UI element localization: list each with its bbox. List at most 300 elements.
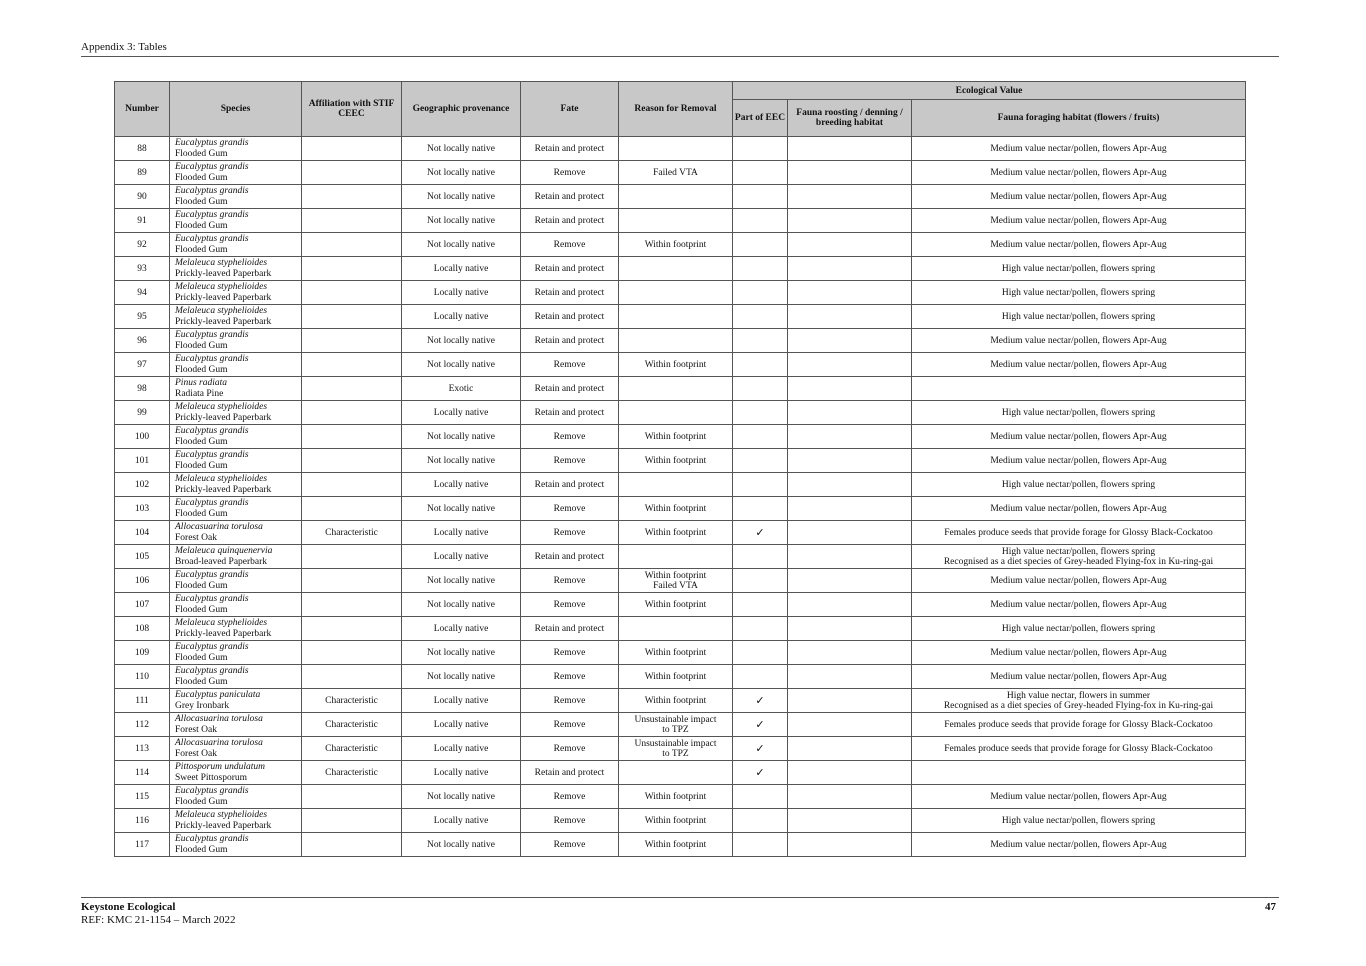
cell-fate: Retain and protect [521,305,619,329]
cell-provenance: Locally native [402,305,521,329]
table-row [115,497,1246,521]
table-row [115,761,1246,785]
cell-number: 99 [115,401,170,425]
page-header [81,41,1279,57]
cell-fauna-foraging: High value nectar, flowers in summer Recognised as a diet species of Grey-headed Flying-fox in Ku-ring-gai [912,689,1246,713]
cell-part-of-eec [733,497,788,521]
cell-fauna-foraging: Medium value nectar/pollen, flowers Apr-Aug [912,593,1246,617]
cell-species [170,329,302,353]
cell-species [170,737,302,761]
cell-part-of-eec [733,569,788,593]
cell-fauna-roosting [788,281,912,305]
cell-affiliation [302,785,402,809]
cell-fate: Remove [521,521,619,545]
table-row [115,545,1246,569]
cell-part-of-eec [733,665,788,689]
cell-number: 102 [115,473,170,497]
cell-species [170,161,302,185]
cell-fauna-roosting [788,305,912,329]
cell-affiliation [302,569,402,593]
table-row [115,665,1246,689]
col-header-fate: Fate [521,82,619,137]
cell-affiliation [302,185,402,209]
cell-species [170,281,302,305]
cell-reason [619,137,733,161]
cell-part-of-eec: ✓ [733,689,788,713]
cell-part-of-eec [733,305,788,329]
cell-number: 90 [115,185,170,209]
cell-number: 97 [115,353,170,377]
cell-fauna-foraging: Medium value nectar/pollen, flowers Apr-Aug [912,353,1246,377]
cell-fauna-roosting [788,713,912,737]
species-common-name: Flooded Gum [175,196,228,207]
cell-provenance: Not locally native [402,665,521,689]
table-row [115,305,1246,329]
cell-fauna-foraging: High value nectar/pollen, flowers spring [912,809,1246,833]
cell-fauna-roosting [788,569,912,593]
cell-fate: Remove [521,665,619,689]
cell-species [170,305,302,329]
cell-affiliation [302,281,402,305]
cell-affiliation [302,473,402,497]
cell-affiliation [302,809,402,833]
cell-fauna-roosting [788,401,912,425]
cell-fauna-roosting [788,473,912,497]
cell-species [170,569,302,593]
species-scientific-name: Eucalyptus grandis [175,497,249,508]
species-scientific-name: Melaleuca styphelioides [175,617,268,628]
cell-affiliation [302,641,402,665]
cell-fate: Remove [521,737,619,761]
cell-fate: Remove [521,713,619,737]
cell-affiliation [302,377,402,401]
cell-species [170,473,302,497]
species-scientific-name: Eucalyptus grandis [175,425,249,436]
cell-affiliation [302,425,402,449]
cell-part-of-eec [733,353,788,377]
cell-species [170,497,302,521]
cell-fauna-roosting [788,521,912,545]
species-scientific-name: Eucalyptus grandis [175,593,249,604]
cell-number: 92 [115,233,170,257]
cell-provenance: Not locally native [402,137,521,161]
cell-affiliation [302,257,402,281]
cell-provenance: Not locally native [402,353,521,377]
cell-part-of-eec: ✓ [733,521,788,545]
cell-affiliation: Characteristic [302,761,402,785]
table-row [115,257,1246,281]
cell-part-of-eec: ✓ [733,761,788,785]
cell-fauna-roosting [788,209,912,233]
table-row [115,785,1246,809]
species-common-name: Forest Oak [175,748,217,759]
species-scientific-name: Pittosporum undulatum [175,761,265,772]
table-row [115,713,1246,737]
species-common-name: Flooded Gum [175,220,228,231]
species-scientific-name: Allocasuarina torulosa [175,713,263,724]
cell-fauna-foraging: Medium value nectar/pollen, flowers Apr-Aug [912,329,1246,353]
cell-fate: Remove [521,641,619,665]
col-header-fauna-roosting: Fauna roosting / denning / breeding habitat [788,100,912,137]
cell-fauna-foraging: Medium value nectar/pollen, flowers Apr-Aug [912,833,1246,857]
col-header-provenance: Geographic provenance [402,82,521,137]
cell-affiliation [302,329,402,353]
species-scientific-name: Eucalyptus grandis [175,665,249,676]
cell-number: 89 [115,161,170,185]
table-row [115,569,1246,593]
cell-fate: Retain and protect [521,761,619,785]
cell-fauna-roosting [788,617,912,641]
cell-affiliation [302,401,402,425]
cell-species [170,665,302,689]
group-header-ecological-value: Ecological Value [733,82,1246,100]
species-common-name: Flooded Gum [175,508,228,519]
cell-part-of-eec: ✓ [733,737,788,761]
cell-fate: Retain and protect [521,137,619,161]
cell-species [170,137,302,161]
cell-provenance: Not locally native [402,833,521,857]
cell-provenance: Locally native [402,473,521,497]
species-common-name: Prickly-leaved Paperbark [175,412,272,423]
cell-number: 112 [115,713,170,737]
cell-part-of-eec [733,137,788,161]
cell-reason: Within footprint [619,641,733,665]
cell-reason: Within footprint [619,521,733,545]
cell-species [170,641,302,665]
table-body [115,137,1246,857]
cell-fauna-roosting [788,425,912,449]
cell-number: 107 [115,593,170,617]
species-scientific-name: Eucalyptus grandis [175,641,249,652]
cell-provenance: Not locally native [402,185,521,209]
species-scientific-name: Melaleuca styphelioides [175,401,268,412]
species-common-name: Radiata Pine [175,388,224,399]
cell-fauna-foraging: Medium value nectar/pollen, flowers Apr-Aug [912,449,1246,473]
species-common-name: Prickly-leaved Paperbark [175,484,272,495]
cell-provenance: Not locally native [402,641,521,665]
cell-species [170,617,302,641]
species-common-name: Flooded Gum [175,604,228,615]
cell-reason: Within footprint [619,689,733,713]
cell-number: 115 [115,785,170,809]
species-common-name: Flooded Gum [175,652,228,663]
cell-reason: Unsustainable impact to TPZ [619,713,733,737]
cell-number: 113 [115,737,170,761]
cell-fate: Retain and protect [521,281,619,305]
species-scientific-name: Melaleuca styphelioides [175,281,268,292]
species-common-name: Flooded Gum [175,796,228,807]
cell-affiliation [302,161,402,185]
cell-fate: Remove [521,833,619,857]
cell-number: 117 [115,833,170,857]
cell-number: 96 [115,329,170,353]
table-row [115,521,1246,545]
species-common-name: Broad-leaved Paperbark [175,556,268,567]
cell-number: 88 [115,137,170,161]
cell-reason: Within footprint [619,593,733,617]
cell-provenance: Locally native [402,689,521,713]
cell-fauna-roosting [788,689,912,713]
species-common-name: Flooded Gum [175,460,228,471]
cell-number: 104 [115,521,170,545]
cell-fauna-foraging: Females produce seeds that provide forage for Glossy Black-Cockatoo [912,713,1246,737]
cell-part-of-eec [733,161,788,185]
species-scientific-name: Eucalyptus grandis [175,329,249,340]
cell-fauna-foraging: Medium value nectar/pollen, flowers Apr-Aug [912,161,1246,185]
species-scientific-name: Eucalyptus grandis [175,833,249,844]
cell-part-of-eec: ✓ [733,713,788,737]
cell-fate: Remove [521,593,619,617]
cell-provenance: Not locally native [402,233,521,257]
cell-reason: Within footprint [619,425,733,449]
cell-fauna-roosting [788,137,912,161]
cell-number: 100 [115,425,170,449]
cell-fate: Remove [521,233,619,257]
species-common-name: Flooded Gum [175,172,228,183]
cell-reason [619,377,733,401]
cell-reason [619,545,733,569]
table-row [115,641,1246,665]
cell-number: 106 [115,569,170,593]
cell-affiliation [302,665,402,689]
cell-part-of-eec [733,809,788,833]
species-common-name: Grey Ironbark [175,700,230,711]
cell-provenance: Locally native [402,737,521,761]
table-row [115,617,1246,641]
cell-number: 111 [115,689,170,713]
species-scientific-name: Eucalyptus grandis [175,785,249,796]
cell-number: 103 [115,497,170,521]
page-header-text: Appendix 3: Tables [81,41,167,53]
cell-reason [619,473,733,497]
cell-reason [619,257,733,281]
cell-fauna-foraging: High value nectar/pollen, flowers spring [912,617,1246,641]
species-common-name: Flooded Gum [175,676,228,687]
cell-fauna-roosting [788,809,912,833]
cell-reason: Within footprint [619,809,733,833]
cell-fate: Remove [521,809,619,833]
cell-reason: Within footprint [619,353,733,377]
species-scientific-name: Allocasuarina torulosa [175,737,263,748]
cell-provenance: Not locally native [402,425,521,449]
cell-species [170,689,302,713]
cell-fauna-foraging: Medium value nectar/pollen, flowers Apr-Aug [912,425,1246,449]
species-scientific-name: Eucalyptus grandis [175,353,249,364]
cell-fate: Retain and protect [521,545,619,569]
cell-fate: Retain and protect [521,401,619,425]
cell-species [170,425,302,449]
cell-fauna-roosting [788,185,912,209]
cell-reason: Within footprint Failed VTA [619,569,733,593]
cell-number: 93 [115,257,170,281]
cell-provenance: Exotic [402,377,521,401]
cell-provenance: Locally native [402,761,521,785]
cell-fate: Remove [521,425,619,449]
cell-fauna-roosting [788,161,912,185]
cell-species [170,449,302,473]
cell-fauna-foraging: High value nectar/pollen, flowers spring [912,257,1246,281]
cell-provenance: Locally native [402,521,521,545]
cell-species [170,593,302,617]
table-row [115,161,1246,185]
cell-species [170,809,302,833]
col-header-affiliation: Affiliation with STIF CEEC [302,82,402,137]
cell-fauna-foraging: Medium value nectar/pollen, flowers Apr-Aug [912,233,1246,257]
cell-number: 95 [115,305,170,329]
cell-species [170,233,302,257]
cell-fauna-roosting [788,761,912,785]
tree-assessment-table [114,81,1246,857]
cell-reason [619,209,733,233]
cell-provenance: Not locally native [402,449,521,473]
species-scientific-name: Melaleuca styphelioides [175,257,268,268]
table-row [115,185,1246,209]
cell-fauna-roosting [788,785,912,809]
cell-reason: Within footprint [619,497,733,521]
species-common-name: Flooded Gum [175,244,228,255]
cell-number: 109 [115,641,170,665]
cell-fauna-roosting [788,449,912,473]
table-row [115,833,1246,857]
table-row [115,593,1246,617]
cell-part-of-eec [733,785,788,809]
cell-fauna-foraging: Medium value nectar/pollen, flowers Apr-Aug [912,137,1246,161]
species-common-name: Forest Oak [175,532,217,543]
cell-number: 94 [115,281,170,305]
cell-part-of-eec [733,617,788,641]
cell-fate: Retain and protect [521,257,619,281]
cell-part-of-eec [733,473,788,497]
cell-fauna-foraging [912,761,1246,785]
page-footer [81,897,1279,927]
cell-reason [619,281,733,305]
cell-affiliation [302,497,402,521]
cell-affiliation [302,545,402,569]
cell-fauna-foraging: Medium value nectar/pollen, flowers Apr-Aug [912,641,1246,665]
cell-fauna-roosting [788,833,912,857]
species-common-name: Prickly-leaved Paperbark [175,820,272,831]
cell-fate: Retain and protect [521,617,619,641]
cell-part-of-eec [733,329,788,353]
cell-fauna-foraging: High value nectar/pollen, flowers spring [912,281,1246,305]
species-common-name: Prickly-leaved Paperbark [175,292,272,303]
species-common-name: Flooded Gum [175,844,228,855]
cell-number: 114 [115,761,170,785]
cell-provenance: Not locally native [402,785,521,809]
col-header-species: Species [170,82,302,137]
cell-fate: Remove [521,689,619,713]
species-common-name: Flooded Gum [175,364,228,375]
cell-affiliation [302,449,402,473]
cell-fauna-roosting [788,641,912,665]
cell-fauna-roosting [788,545,912,569]
cell-species [170,713,302,737]
table-row [115,737,1246,761]
cell-reason: Within footprint [619,785,733,809]
table-row [115,209,1246,233]
species-scientific-name: Pinus radiata [175,377,227,388]
species-scientific-name: Eucalyptus grandis [175,209,249,220]
cell-provenance: Locally native [402,617,521,641]
cell-affiliation [302,233,402,257]
table-row [115,329,1246,353]
species-common-name: Flooded Gum [175,436,228,447]
cell-species [170,353,302,377]
cell-species [170,833,302,857]
page-number: 47 [1265,901,1276,913]
cell-part-of-eec [733,377,788,401]
cell-part-of-eec [733,425,788,449]
cell-species [170,257,302,281]
cell-reason [619,329,733,353]
cell-reason [619,761,733,785]
cell-fauna-foraging: High value nectar/pollen, flowers spring [912,401,1246,425]
cell-reason [619,185,733,209]
species-scientific-name: Eucalyptus grandis [175,569,249,580]
cell-fauna-roosting [788,593,912,617]
cell-part-of-eec [733,545,788,569]
cell-fate: Retain and protect [521,377,619,401]
cell-number: 105 [115,545,170,569]
cell-fate: Remove [521,449,619,473]
cell-provenance: Not locally native [402,569,521,593]
cell-species [170,761,302,785]
cell-provenance: Not locally native [402,593,521,617]
cell-number: 98 [115,377,170,401]
species-scientific-name: Eucalyptus grandis [175,161,249,172]
cell-affiliation [302,305,402,329]
cell-fate: Retain and protect [521,185,619,209]
cell-species [170,401,302,425]
cell-part-of-eec [733,185,788,209]
cell-fauna-foraging: Medium value nectar/pollen, flowers Apr-Aug [912,185,1246,209]
cell-part-of-eec [733,833,788,857]
cell-fate: Remove [521,161,619,185]
cell-provenance: Not locally native [402,161,521,185]
species-common-name: Flooded Gum [175,148,228,159]
species-common-name: Flooded Gum [175,340,228,351]
table-row [115,401,1246,425]
cell-number: 110 [115,665,170,689]
cell-part-of-eec [733,641,788,665]
species-common-name: Forest Oak [175,724,217,735]
cell-fauna-roosting [788,665,912,689]
cell-fauna-foraging: Medium value nectar/pollen, flowers Apr-Aug [912,665,1246,689]
cell-provenance: Not locally native [402,209,521,233]
cell-reason: Unsustainable impact to TPZ [619,737,733,761]
species-scientific-name: Eucalyptus grandis [175,449,249,460]
cell-reason [619,617,733,641]
cell-fauna-foraging [912,377,1246,401]
cell-affiliation [302,353,402,377]
footer-company: Keystone Ecological [81,901,176,913]
cell-fauna-roosting [788,353,912,377]
cell-number: 116 [115,809,170,833]
cell-fauna-roosting [788,329,912,353]
cell-reason: Failed VTA [619,161,733,185]
cell-fate: Retain and protect [521,473,619,497]
table-row [115,809,1246,833]
cell-species [170,545,302,569]
cell-affiliation: Characteristic [302,689,402,713]
cell-fauna-foraging: Females produce seeds that provide forage for Glossy Black-Cockatoo [912,737,1246,761]
cell-number: 91 [115,209,170,233]
col-header-part-of-eec: Part of EEC [733,100,788,137]
cell-fauna-roosting [788,257,912,281]
cell-reason [619,401,733,425]
col-header-reason: Reason for Removal [619,82,733,137]
cell-fauna-roosting [788,233,912,257]
